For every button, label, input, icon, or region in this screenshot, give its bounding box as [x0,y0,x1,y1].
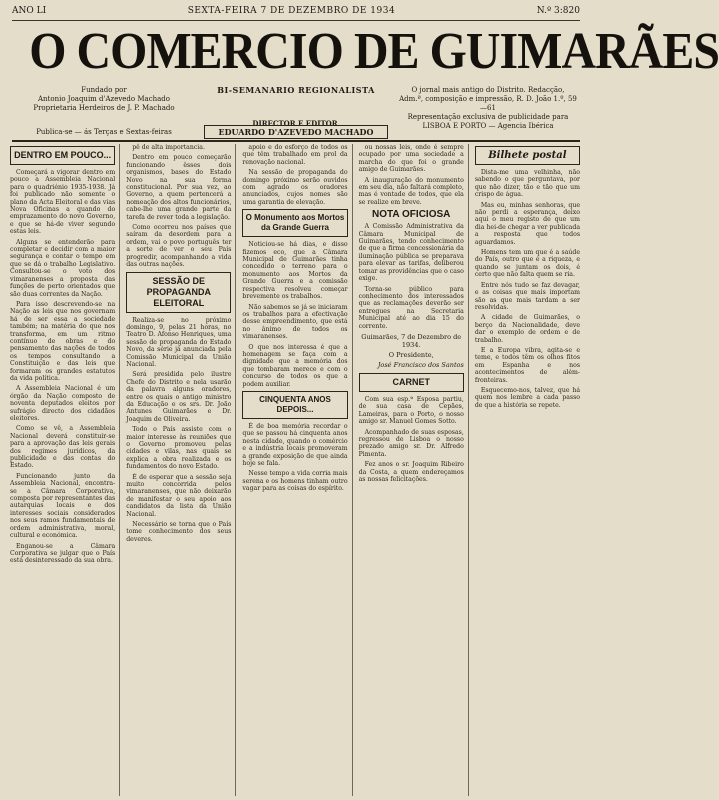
issue-date: SEXTA-FEIRA 7 DE DEZEMBRO DE 1934 [187,6,396,16]
paragraph: A cidade de Guimarães, o berço da Nacionalidade, deve dar o exemplo de ordem e de trabalho. [474,314,581,344]
paragraph: A Assembleia Nacional é um órgão da Nação composto de noventa deputados eleitos por sufrágio directo dos cidadãos eleitores. [10,385,116,422]
frequency-label: BI-SEMANARIO REGIONALISTA [217,85,375,95]
paragraph: Acompanhado de suas esposas, regressou de Lisboa o nosso prezado amigo sr. Dr. Alfredo Pimenta. [358,428,464,458]
masthead-subrow [12,124,580,142]
column-2 [126,144,236,796]
column-1 [10,144,120,796]
top-info-line [12,2,580,21]
masthead [6,22,719,82]
paragraph: A Comissão Administrativa da Câmara Municipal de Guimarães, tendo conhecimento de que a firma concessionária da iluminação pública se preparava para elevar as tarifas, deliberou tomar as providências que o caso exige. [358,223,464,283]
paragraph: Funcionando junto da Assembleia Nacional, encontra-se a Câmara Corporativa, composta por representantes das autarquias locais e dos interesses sociais considerados nos seus ramos fundamentais de ordem administrativa, moral, cultural e económica. [10,472,116,540]
article-heading: CINQUENTA ANOS DEPOIS... [242,391,347,419]
paragraph: ou nossas leis, onde é sempre ocupado por uma sociedade a marcha do que foi o grande amigo de Guimarães. [358,144,464,174]
rep-note: Representação exclusiva de publicidade para [407,113,569,121]
article-heading: O Monumento aos Mortos da Grande Guerra [242,209,347,237]
issue-number: N.º 3:820 [536,6,580,16]
paragraph: Mas eu, minhas senhoras, que não perdi a esperança, deixo aqui o meu registo de que um dia hei-de chegar a ver publicada a resposta que todos aguardamos. [474,201,581,246]
year-label: ANO LI [12,6,47,16]
paragraph: Começará a vigorar dentro em pouco a Assembleia Nacional para o quadriénio 1935-1938. Já foi publicado não somente o plano da Acta Eleitoral e das vias Nova Oficinas a quando do emprazamento do novo Governo, e que se há-de viver segundo estas leis. [10,169,116,236]
paragraph: A inauguração do monumento em seu dia, não faltará completo, mas é vontade de todos, que ela se realize em breve. [358,176,464,206]
paragraph: Como ocorreu nos países que saíram da desordem para a ordem, vai o povo português ter a sorte de ver o seu País progredir, acompanhando a vida das outras nações. [126,224,232,269]
article-heading: DENTRO EM POUCO... [10,146,115,165]
paragraph: Como se vê, a Assembleia Nacional deverá constituir-se para a aprovação das leis gerais dos regimes jurídicos, da publicidade e das contas do Estado. [10,425,116,470]
publishing-days: Publica-se — ás Terças e Sextas-feiras [36,128,172,136]
paragraph: É de esperar que a sessão seja muito concorrida pelos vimaranenses, que não deixarão de manifestar o seu apoio aos candidatos da lista da União Nacional. [126,473,232,518]
signature-name: José Francisco dos Santos [377,360,464,369]
director-label: DIRECTOR E EDITOR [252,119,338,128]
owner-label: Proprietaria Herdeiros de J. P. Machado [33,104,175,112]
article-heading: CARNET [359,373,464,392]
paragraph: Com sua esp.ª Esposa partiu, de sua casa de Cepães, Lameiras, para o Porto, o nosso amigo sr. Manuel Gomes Sotto. [358,395,464,426]
paragraph: Nesse tempo a vida corria mais serena e os homens tinham outro vagar para as coisas do espírito. [242,470,348,493]
column-3 [242,144,352,796]
paragraph: apoio e do esforço de todos os que têm trabalhado em prol da renovação nacional. [242,144,348,166]
paragraph: É de boa memória recordar o que se passou há cinquenta anos nesta cidade, quando o comércio e a indústria locais promoveram a grande exposição de que ainda hoje se fala. [242,422,348,467]
paragraph: Enganou-se a Câmara Corporativa se julgar que o País está desinteressado da sua obra. [10,542,116,565]
article-heading-text: Bilhete postal [488,150,567,161]
founded-label: Fundado por [81,86,127,94]
paragraph: Todo o País assiste com o maior interesse às reuniões que o Governo promoveu pelas cidades e vilas, nas quais se explica a obra realizada e os fundamentos do novo Estado. [126,426,232,471]
paragraph: Na sessão de propaganda do domingo próximo serão ouvidos com agrado os oradores anunciados, cujos nomes são uma garantia de elevação. [242,169,348,206]
paragraph: Homens tem um que é a saúde do País, outro que é a riqueza, e quando se juntam os dois, é certo que não falta quem se ria. [474,249,581,279]
paragraph: Esquecemo-nos, talvez, que há quem nos lembre a cada passo de que a história se repete. [474,386,581,409]
column-5 [475,144,584,796]
paragraph: Alguns se entenderão para completar e decidir com a maior segurança e contar o tempo em que se dá o trabalho Legislativo. Consultou-se o voto dos vimaranenses a proposta das funções de perto orientados que são duas correntes da Nação. [10,238,116,298]
address-note: Adm.ª, composição e impressão, R. D. João 1.º, 59—61 [399,95,577,112]
paragraph: Fez anos o sr. Joaquim Ribeiro da Costa, a quem endereçamos as nossas felicitações. [358,461,464,483]
paragraph: Entre nós tudo se faz devagar, e as coisas que mais importam são as que mais tardam a ser resolvidas. [474,281,581,311]
paragraph: O que nos interessa é que a homenagem se faça com a dignidade que a memória dos que tombaram merece e com o concurso de todos os que a podem auxiliar. [242,343,348,388]
paragraph: Não sabemos se já se iniciaram os trabalhos para a efectivação desse empreendimento, que está no ânimo de todos os vimaranenses. [242,303,348,341]
paragraph: Será presidida pelo ilustre Chefe do Distrito e nela usarão da palavra alguns oradores, entre os quais o antigo ministro da Educação e os srs. Dr. João Antunes Guimarães e Dr. Joaquim de Oliveira. [126,371,232,423]
director-name: EDUARDO D'AZEVEDO MACHADO [204,125,388,139]
paragraph: Realiza-se no próximo domingo, 9, pelas 21 horas, no Teatro D. Afonso Henriques, uma sessão de propaganda do Estado Novo, da série já anunciada pela Comissão Municipal da União Nacional. [126,316,232,368]
article-heading [475,146,580,165]
article-heading: SESSÃO DE PROPAGANDA ELEITORAL [126,272,231,313]
article-columns [10,144,584,796]
dateline: Guimarães, 7 de Dezembro de 1934. [361,332,462,349]
rep-cities: LISBOA E PORTO — Agencia Ibérica [422,122,554,130]
column-4 [359,144,469,796]
paragraph: Dista-me uma velhinha, não sabendo o que perguntava, por que não dizer, tão e tão que um crispo de água. [474,169,581,199]
paragraph: E a Europa vibra, agita-se e teme, e todos têm os olhos fitos em Espanha e nos acontecimentos de além-fronteiras. [474,346,581,384]
paragraph: Necessário se torna que o País tome conhecimento dos seus deveres. [126,521,232,543]
paragraph: Dentro em pouco começarão funcionando êsses dois organismos, bases do Estado Novo na sua forma constitucional. Por sua vez, ao Governo, a quem pertencerá a nomeação dos altos funcionários, cabe-lhe uma grande parte da tarefa de rever toda a legislação. [126,154,232,221]
newspaper-title: O COMERCIO DE GUIMARÃES [29,23,719,80]
paragraph: Noticiou-se há dias, e disso fizemos eco, que a Câmara Municipal de Guimarães tinha concedido o terreno para o monumento aos Mortos da Grande Guerra e a comissão respectiva resolveu começar brevemente os trabalhos. [242,241,348,301]
paragraph: Torna-se público para conhecimento dos interessados que as reclamações deverão ser entregues na Secretaria Municipal até ao dia 15 do corrente. [358,285,464,330]
president-label: O Presidente, [388,350,434,359]
paragraph: pê de alta importancia. [132,144,205,151]
paragraph: Para isso descrevendo-se na Nação as leis que nos governam há de ser essa a sociedade também; na matéria do que nos transforma, em um ritmo contínuo de obras e do pensamento das nações de todos os tempos consultando a Constituição e das leis que formaram os grandes estatutos da vida política. [10,300,116,382]
founder-name: Antonio Joaquim d'Azevedo Machado [37,95,170,103]
article-heading: NOTA OFICIOSA [372,209,451,221]
oldest-note: O jornal mais antigo do Distrito. Redacção, [411,86,565,94]
